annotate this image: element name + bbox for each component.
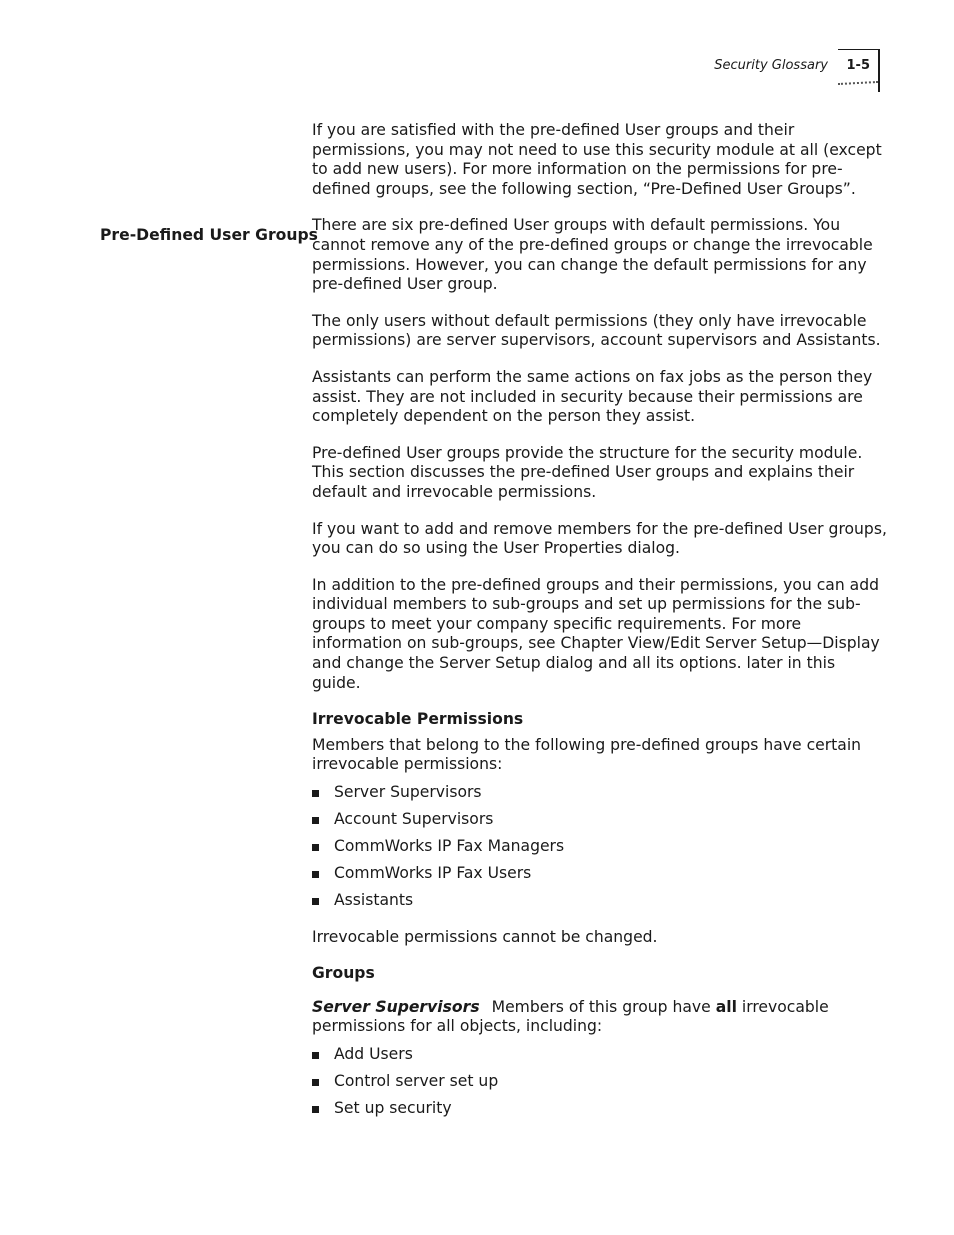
paragraph-users-without-defaults: The only users without default permissions (they only have irrevocable permissions) are server supervisors, account supervisors and Assistants. [312,311,881,350]
groups-heading: Groups [312,964,375,983]
server-supervisors-label: Server Supervisors [312,997,480,1016]
irrevocable-groups-list [312,783,887,911]
paragraph-sub-groups: In addition to the pre-defined groups and their permissions, you can add individual members to sub-groups and set up permissions for the sub-groups to meet your company specific requirements. For more information on sub-groups, see Chapter View/Edit Server Setup—Display and change the Server Setup dialog and all its options. later in this guide. [312,575,880,692]
bullet-square-icon [312,1079,319,1086]
header-dotted-rule [838,81,878,87]
list-item [312,837,887,857]
list-item-text: Add Users [334,1044,413,1063]
header-vertical-rule [878,50,880,92]
list-item [312,783,887,803]
list-item [312,810,887,830]
list-item [312,1099,887,1119]
server-supervisors-bold-word: all [715,997,737,1016]
bullet-square-icon [312,898,319,905]
server-supervisors-text-before: Members of this group have [491,997,716,1016]
bullet-square-icon [312,790,319,797]
server-supervisors-paragraph [312,998,887,1037]
paragraph-assistants: Assistants can perform the same actions on fax jobs as the person they assist. They are not included in security because their permissions are completely dependent on the person they assist. [312,367,873,426]
paragraph-structure: Pre-defined User groups provide the structure for the security module. This section discusses the pre-defined User groups and explains their default and irrevocable permissions. [312,443,863,501]
server-supervisors-permissions-list [312,1045,887,1119]
intro-paragraph: If you are satisfied with the pre-defined User groups and their permissions, you may not need to use this security module at all (except to add new users). For more information on the permissions for pre-defined groups, see the following section, “Pre-Defined User Groups”. [312,121,882,198]
server-supervisors-text-after: irrevocable permissions for all objects, including: [312,997,829,1036]
bullet-square-icon [312,844,319,851]
irrevocable-note: Irrevocable permissions cannot be changed. [312,927,658,946]
list-item-text: Set up security [334,1098,452,1117]
list-item-text: Control server set up [334,1071,499,1090]
header-rule [838,49,880,50]
section-heading: Pre-Defined User Groups [100,226,318,244]
bullet-square-icon [312,1052,319,1059]
list-item [312,1045,887,1065]
list-item-text: CommWorks IP Fax Users [334,863,532,882]
list-item [312,1072,887,1092]
body-column [312,121,887,1136]
bullet-square-icon [312,1106,319,1113]
page-number: 1-5 [846,58,870,73]
header-title: Security Glossary [714,58,828,73]
bullet-square-icon [312,817,319,824]
list-item [312,864,887,884]
list-item-text: CommWorks IP Fax Managers [334,837,565,855]
list-item-text: Server Supervisors [334,783,482,802]
paragraph-add-remove-members: If you want to add and remove members for the pre-defined User groups, you can do so using the User Properties dialog. [312,519,887,558]
list-item-text: Assistants [334,890,414,909]
list-item [312,891,887,911]
irrevocable-permissions-heading: Irrevocable Permissions [312,710,524,729]
paragraph-six-groups: There are six pre-defined User groups with default permissions. You cannot remove any of the pre-defined groups or change the irrevocable permissions. However, you can change the default permissions for any pre-defined User group. [312,216,873,294]
list-item-text: Account Supervisors [334,810,494,829]
running-header [600,50,882,92]
irrevocable-intro: Members that belong to the following pre-defined groups have certain irrevocable permissions: [312,735,862,774]
bullet-square-icon [312,871,319,878]
